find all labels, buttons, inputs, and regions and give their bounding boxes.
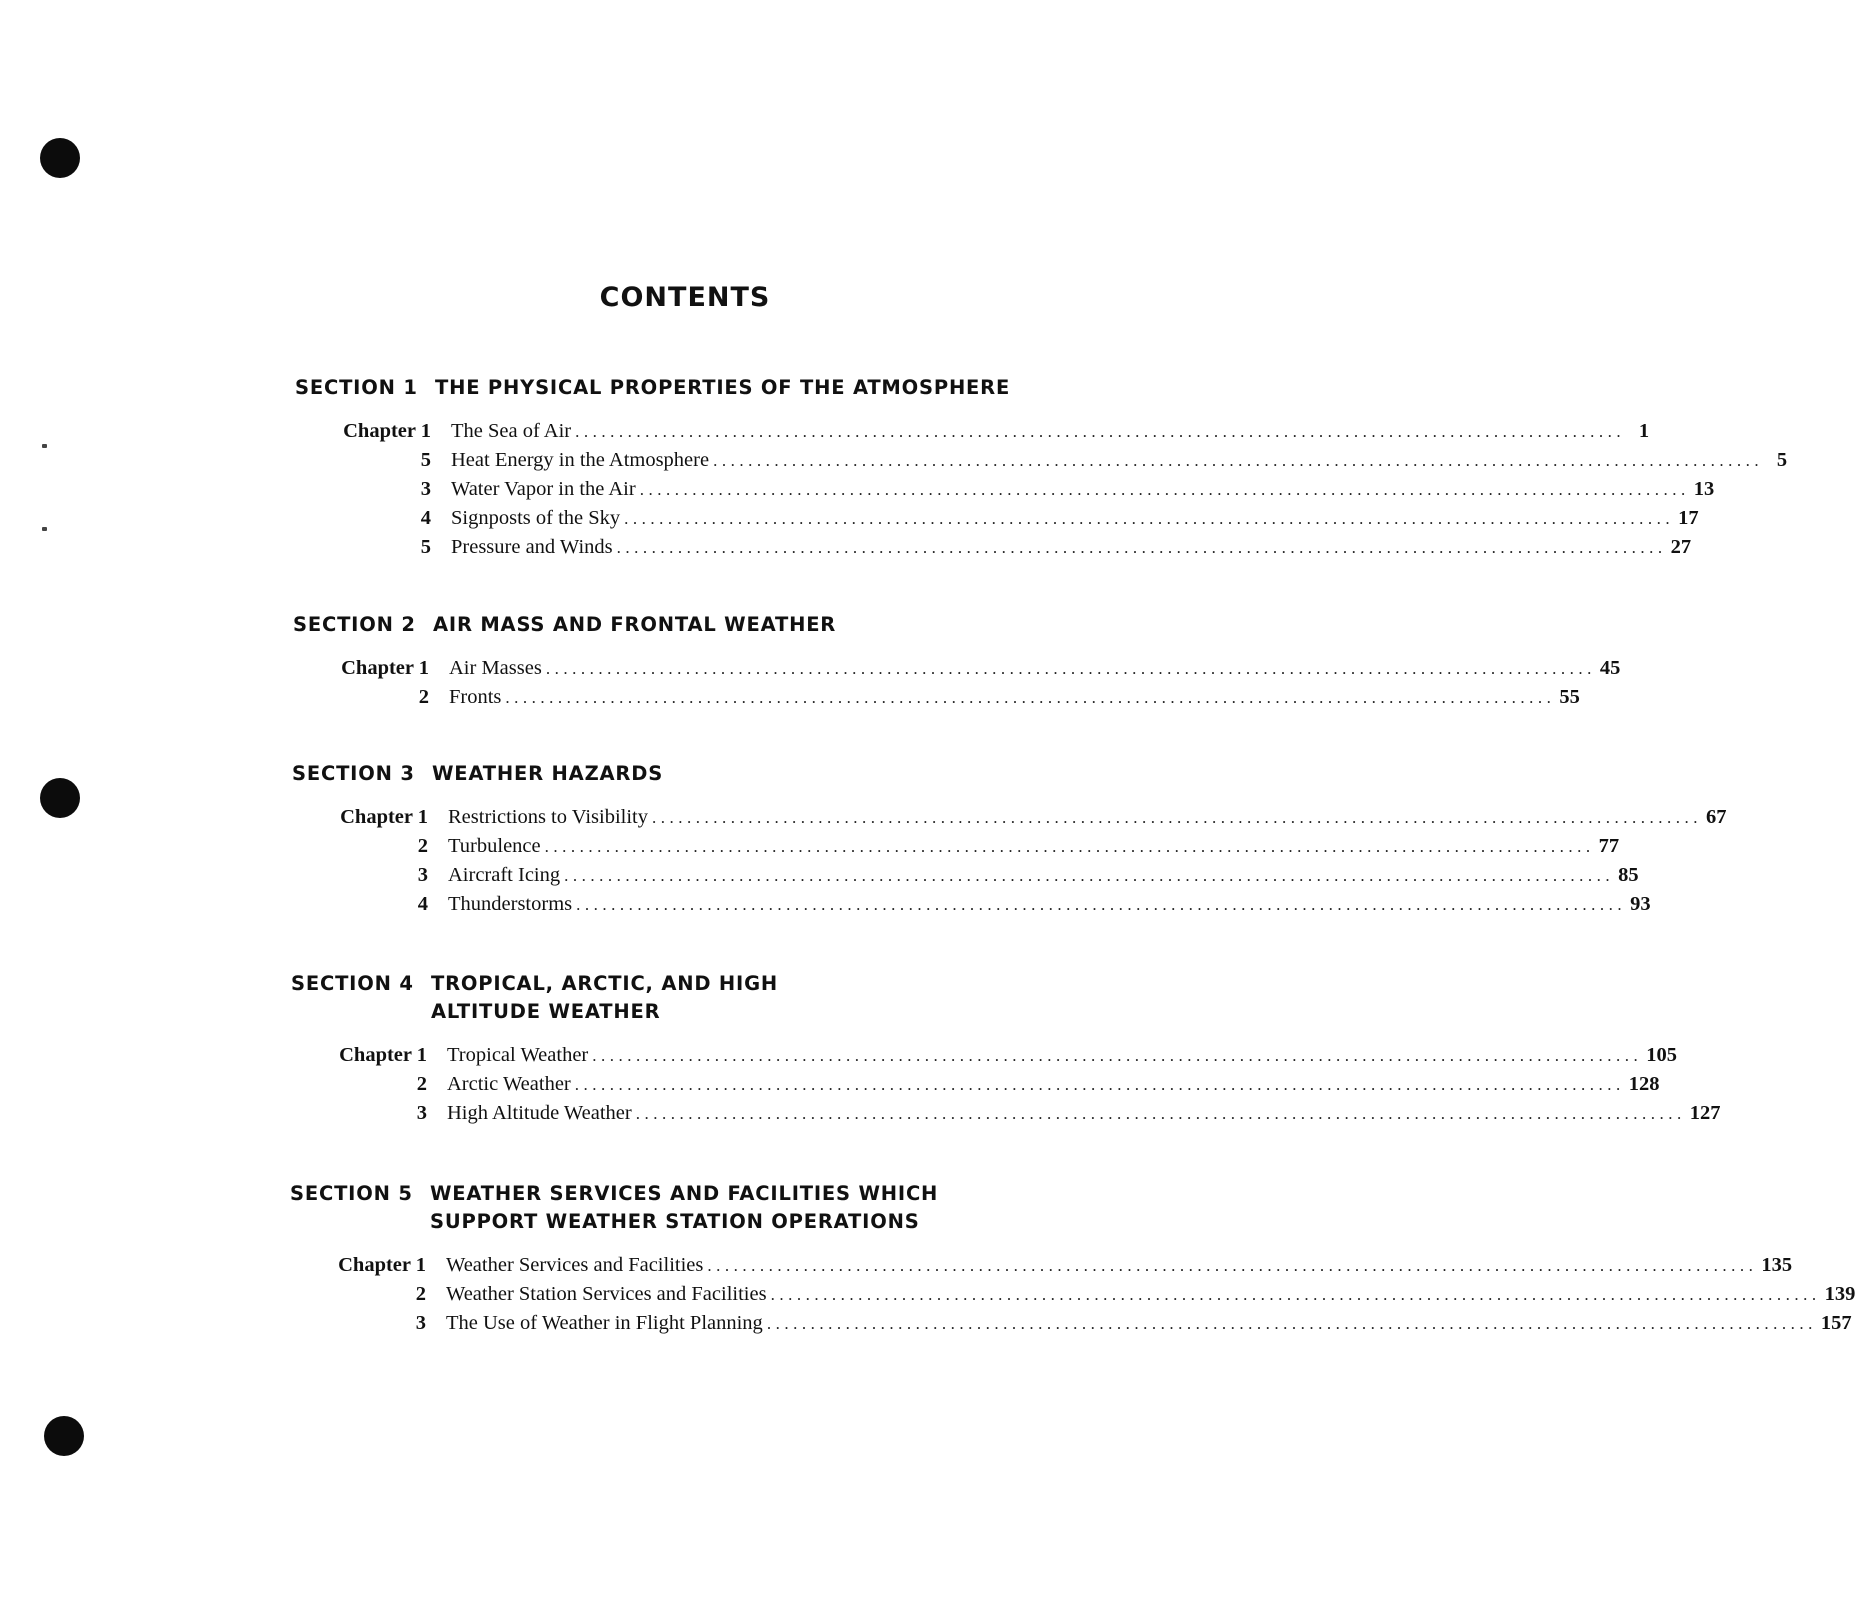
page-number: 127: [1689, 1102, 1721, 1124]
section-heading: [290, 1180, 1065, 1236]
section-label: SECTION 3: [292, 762, 415, 785]
margin-mark: [42, 444, 47, 448]
section-title: [432, 760, 1067, 788]
chapter-title: Arctic Weather: [447, 1073, 571, 1095]
dot-leader: ........................................................................................................................: [544, 837, 1595, 856]
chapter-title: Turbulence: [448, 835, 541, 857]
chapter-entry: [291, 1073, 1660, 1102]
page-number: 77: [1598, 835, 1620, 857]
dot-leader: ........................................................................................................................: [616, 538, 1667, 557]
section-title-line: SUPPORT WEATHER STATION OPERATIONS: [430, 1210, 920, 1233]
chapter-title: The Use of Weather in Flight Planning: [446, 1312, 763, 1334]
binder-hole-top: [40, 138, 80, 178]
chapter-entry: [293, 686, 1580, 715]
chapter-number: 2: [418, 686, 429, 708]
chapter-entry: [295, 507, 1699, 536]
chapter-number: 2: [416, 1073, 427, 1095]
section-title-line: WEATHER HAZARDS: [432, 762, 664, 785]
chapter-title: Restrictions to Visibility: [448, 806, 648, 828]
chapter-number: 3: [420, 478, 431, 500]
section-label: SECTION 4: [291, 972, 414, 995]
dot-leader: ........................................................................................................................: [545, 659, 1596, 678]
chapter-title: Air Masses: [449, 657, 542, 679]
chapter-title: Weather Services and Facilities: [446, 1254, 704, 1276]
dot-leader: ........................................................................................................................: [624, 509, 1675, 528]
chapter-entry: [291, 1044, 1677, 1073]
chapter-number: Chapter 1: [341, 657, 429, 679]
page-number: 93: [1630, 893, 1651, 915]
section-heading: [291, 970, 1066, 1026]
dot-leader: ........................................................................................................................: [707, 1256, 1758, 1275]
chapter-title: The Sea of Air: [451, 420, 572, 442]
binder-hole-bottom: [44, 1416, 84, 1456]
chapter-number: 2: [417, 835, 428, 857]
toc-section: [293, 611, 1621, 715]
chapter-entry: [295, 420, 1650, 449]
chapter-title: Heat Energy in the Atmosphere: [451, 449, 710, 471]
section-title-line: THE PHYSICAL PROPERTIES OF THE ATMOSPHERE: [435, 376, 1011, 399]
chapter-list: [291, 1044, 1721, 1131]
page-number: 157: [1820, 1312, 1852, 1334]
dot-leader: ........................................................................................................................: [564, 866, 1615, 885]
section-heading: [295, 374, 1070, 402]
chapter-number: 3: [415, 1312, 426, 1334]
chapter-entry: [292, 835, 1620, 864]
dot-leader: ........................................................................................................................: [574, 1075, 1625, 1094]
section-heading: [292, 760, 1067, 788]
chapter-title: Aircraft Icing: [448, 864, 561, 886]
chapter-entry: [291, 1102, 1721, 1131]
section-heading: [293, 611, 1068, 639]
page-number: 45: [1599, 657, 1621, 679]
section-title-line: WEATHER SERVICES AND FACILITIES WHICH: [430, 1182, 939, 1205]
dot-leader: ........................................................................................................................: [770, 1285, 1821, 1304]
section-title: [433, 611, 1068, 639]
section-label: SECTION 5: [290, 1182, 413, 1205]
section-label: SECTION 2: [293, 613, 416, 636]
chapter-title: Water Vapor in the Air: [451, 478, 636, 500]
page-number: 17: [1678, 507, 1699, 529]
page-title: CONTENTS: [599, 282, 771, 313]
dot-leader: ........................................................................................................................: [592, 1046, 1643, 1065]
toc-section: [291, 970, 1721, 1131]
chapter-entry: [292, 806, 1727, 835]
page-number: 27: [1670, 536, 1692, 558]
page-number: 55: [1559, 686, 1580, 708]
dot-leader: ........................................................................................................................: [652, 808, 1702, 827]
chapter-entry: [295, 478, 1715, 507]
dot-leader: ........................................................................................................................: [575, 422, 1626, 441]
chapter-entry: [295, 449, 1788, 478]
dot-leader: ........................................................................................................................: [639, 480, 1690, 499]
chapter-title: Weather Station Services and Facilities: [446, 1283, 767, 1305]
dot-leader: ........................................................................................................................: [635, 1104, 1686, 1123]
chapter-entry: [290, 1254, 1793, 1283]
chapter-number: 4: [420, 507, 431, 529]
chapter-title: High Altitude Weather: [447, 1102, 632, 1124]
toc-section: [292, 760, 1727, 922]
chapter-list: [295, 420, 1788, 565]
dot-leader: ........................................................................................................................: [576, 895, 1627, 914]
section-title-line: AIR MASS AND FRONTAL WEATHER: [433, 613, 837, 636]
dot-leader: ........................................................................................................................: [766, 1314, 1817, 1333]
page-number: 135: [1761, 1254, 1793, 1276]
binder-hole-middle: [40, 778, 80, 818]
chapter-title: Fronts: [449, 686, 502, 708]
chapter-title: Signposts of the Sky: [451, 507, 621, 529]
chapter-number: 4: [417, 893, 428, 915]
chapter-number: 3: [416, 1102, 427, 1124]
chapter-number: Chapter 1: [338, 1254, 426, 1276]
chapter-number: 5: [420, 449, 431, 471]
chapter-entry: [292, 893, 1651, 922]
chapter-number: 5: [420, 536, 431, 558]
toc-section: [295, 374, 1788, 565]
dot-leader: ........................................................................................................................: [713, 451, 1764, 470]
chapter-title: Tropical Weather: [447, 1044, 589, 1066]
chapter-entry: [290, 1283, 1855, 1312]
page-number: 13: [1693, 478, 1715, 500]
page-number: 105: [1646, 1044, 1677, 1066]
section-title: [431, 970, 1066, 1026]
section-title-line: ALTITUDE WEATHER: [431, 1000, 661, 1023]
chapter-number: Chapter 1: [340, 806, 428, 828]
chapter-number: Chapter 1: [339, 1044, 427, 1066]
chapter-title: Pressure and Winds: [451, 536, 613, 558]
page-number: 85: [1618, 864, 1639, 886]
margin-mark: [42, 527, 47, 531]
chapter-entry: [290, 1312, 1852, 1341]
dot-leader: ........................................................................................................................: [505, 688, 1556, 707]
section-title: [430, 1180, 1065, 1236]
section-title: [435, 374, 1070, 402]
chapter-entry: [292, 864, 1639, 893]
chapter-number: 2: [415, 1283, 426, 1305]
chapter-entry: [293, 657, 1621, 686]
chapter-number: Chapter 1: [343, 420, 431, 442]
chapter-number: 3: [417, 864, 428, 886]
page-number: 67: [1706, 806, 1727, 828]
chapter-title: Thunderstorms: [448, 893, 573, 915]
chapter-list: [290, 1254, 1855, 1341]
page-number: 139: [1824, 1283, 1855, 1305]
page-number: 1: [1638, 420, 1650, 442]
page-number: 5: [1776, 449, 1788, 471]
page-number: 128: [1628, 1073, 1660, 1095]
chapter-list: [292, 806, 1727, 922]
chapter-list: [293, 657, 1621, 715]
section-title-line: TROPICAL, ARCTIC, AND HIGH: [431, 972, 779, 995]
toc-section: [290, 1180, 1855, 1341]
section-label: SECTION 1: [295, 376, 418, 399]
chapter-entry: [295, 536, 1692, 565]
